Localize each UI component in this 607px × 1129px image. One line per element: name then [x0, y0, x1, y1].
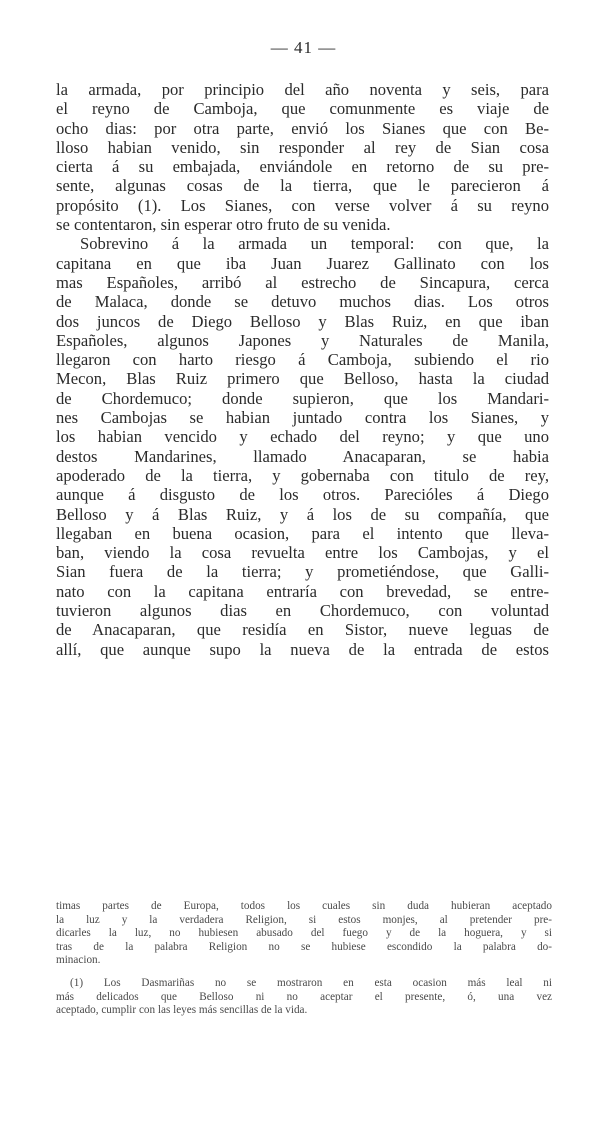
footnote-line: dicarles la luz, no hubiesen abusado del fuego y de la hoguera, y si [56, 927, 552, 940]
text-line: se contentaron, sin esperar otro fruto de su venida. [56, 215, 391, 235]
text-line: Belloso y á Blas Ruiz, y á los de su compañía, que [56, 504, 549, 524]
text-line: capitana en que iba Juan Juarez Gallinato con los [56, 253, 549, 273]
text-line: de Chordemuco; donde supieron, que los Mandari- [56, 388, 549, 408]
text-line: Españoles, algunos Japones y Naturales de Manila, [56, 330, 549, 350]
text-line: destos Mandarines, llamado Anacaparan, se habia [56, 446, 549, 466]
footnote-1-line: (1) Los Dasmariñas no se mostraron en esta ocasion más leal ni [70, 976, 552, 989]
footnote-line: más delicados que Belloso ni no aceptar el presente, ó, una vez [56, 990, 552, 1003]
page-number: — 41 — [270, 38, 337, 57]
text-line: el reyno de Camboja, que comunmente es viaje de [56, 99, 549, 119]
text-line: tuvieron algunos dias en Chordemuco, con voluntad [56, 601, 549, 621]
text-line: mas Españoles, arribó al estrecho de Sincapura, cerca [56, 272, 549, 292]
text-line: de Malaca, donde se detuvo muchos dias. Los otros [56, 292, 549, 312]
text-line: Sian fuera de la tierra; y prometiéndose, que Galli- [56, 562, 549, 582]
text-line: ban, viendo la cosa revuelta entre los Cambojas, y el [56, 543, 549, 563]
text-line: propósito (1). Los Sianes, con verse volver á su reyno [56, 195, 549, 215]
text-line: aunque á disgusto de los otros. Parecióles á Diego [56, 485, 549, 505]
footnote-line: aceptado, cumplir con las leyes más sencillas de la vida. [56, 1004, 308, 1017]
text-line: nato con la capitana entraría con brevedad, se entre- [56, 581, 549, 601]
footnote-line: minacion. [56, 954, 101, 967]
text-line: apoderado de la tierra, y gobernaba con titulo de rey, [56, 465, 549, 485]
text-line: cierta á su embajada, enviándole en retorno de su pre- [56, 157, 549, 177]
text-line: nes Cambojas se habian juntado contra los Sianes, y [56, 408, 549, 428]
text-line: Mecon, Blas Ruiz primero que Belloso, hasta la ciudad [56, 369, 549, 389]
text-line: llegaron con harto riesgo á Camboja, subiendo el rio [56, 350, 549, 370]
text-line: sente, algunas cosas de la tierra, que le parecieron á [56, 176, 549, 196]
text-line: los habian vencido y echado del reyno; y que uno [56, 427, 549, 447]
footnote-line: tras de la palabra Religion no se hubiese escondido la palabra do- [56, 940, 552, 953]
text-line: ocho dias: por otra parte, envió los Sianes que con Be- [56, 118, 549, 138]
footnote-line: la luz y la verdadera Religion, si estos monjes, al pretender pre- [56, 913, 552, 926]
text-line: llegaban en buena ocasion, para el intento que lleva- [56, 523, 549, 543]
footnotes [56, 900, 552, 1018]
footnote-line: timas partes de Europa, todos los cuales sin duda hubieran aceptado [56, 900, 552, 912]
text-line: la armada, por principio del año noventa y seis, para [56, 80, 549, 99]
paragraph-start-line: Sobrevino á la armada un temporal: con que, la [80, 234, 549, 254]
text-line: dos juncos de Diego Belloso y Blas Ruiz, en que iban [56, 311, 549, 331]
text-line: lloso habian venido, sin responder al rey de Sian cosa [56, 137, 549, 157]
text-line: de Anacaparan, que residía en Sistor, nueve leguas de [56, 620, 549, 640]
main-text [56, 80, 549, 659]
text-line: allí, que aunque supo la nueva de la entrada de estos [56, 639, 549, 659]
